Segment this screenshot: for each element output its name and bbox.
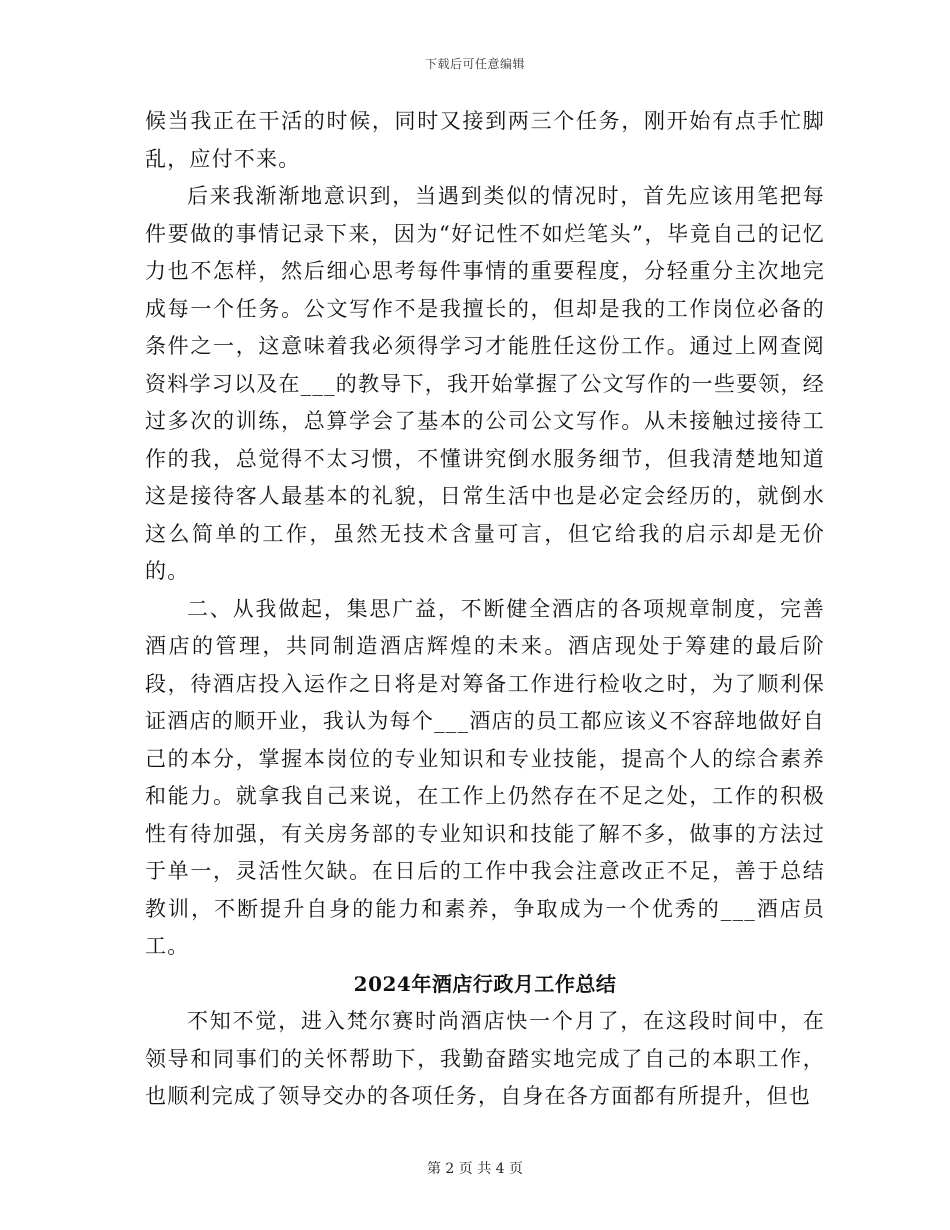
section-title: 2024年酒店行政月工作总结 xyxy=(353,971,617,996)
paragraph-realization: 后来我渐渐地意识到，当遇到类似的情况时，首先应该用笔把每件要做的事情记录下来，因为“好记性不如烂笔头”，毕竟自己的记忆力也不怎样，然后细心思考每件事情的重要程度，分轻重分主次地完成每一个任务。公文写作不是我擅长的，但却是我的工作岗位必备的条件之一，这意味着我必须得学习才能胜任这份工作。通过上网查阅资料学习以及在___的教导下，我开始掌握了公文写作的一些要领，经过多次的训练，总算学会了基本的公司公文写作。从未接触过接待工作的我，总觉得不太习惯，不懂讲究倒水服务细节，但我清楚地知道这是接待客人最基本的礼貌，日常生活中也是必定会经历的，就倒水这么简单的工作，虽然无技术含量可言，但它给我的启示却是无价的。 xyxy=(145,184,825,583)
page-header: 下载后可任意编辑 xyxy=(424,57,525,71)
page-footer: 第 2 页 共 4 页 xyxy=(426,1161,524,1177)
paragraph-summary-intro: 不知不觉，进入梵尔赛时尚酒店快一个月了，在这段时间中，在领导和同事们的关怀帮助下，我勤奋踏实地完成了自己的本职工作，也顺利完成了领导交办的各项任务，自身在各方面都有所提升，但也 xyxy=(145,1009,825,1108)
paragraph-section-two: 二、从我做起，集思广益，不断健全酒店的各项规章制度，完善酒店的管理，共同制造酒店辉煌的未来。酒店现处于筹建的最后阶段，待酒店投入运作之日将是对筹备工作进行检收之时，为了顺利保证酒店的顺开业，我认为每个___酒店的员工都应该义不容辞地做好自己的本分，掌握本岗位的专业知识和专业技能，提高个人的综合素养和能力。就拿我自己来说，在工作上仍然存在不足之处，工作的积极性有待加强，有关房务部的专业知识和技能了解不多，做事的方法过于单一，灵活性欠缺。在日后的工作中我会注意改正不足，善于总结教训，不断提升自身的能力和素养，争取成为一个优秀的___酒店员工。 xyxy=(145,596,825,958)
document-body xyxy=(145,103,825,1116)
paragraph-continuation: 候当我正在干活的时候，同时又接到两三个任务，刚开始有点手忙脚乱，应付不来。 xyxy=(145,109,825,171)
